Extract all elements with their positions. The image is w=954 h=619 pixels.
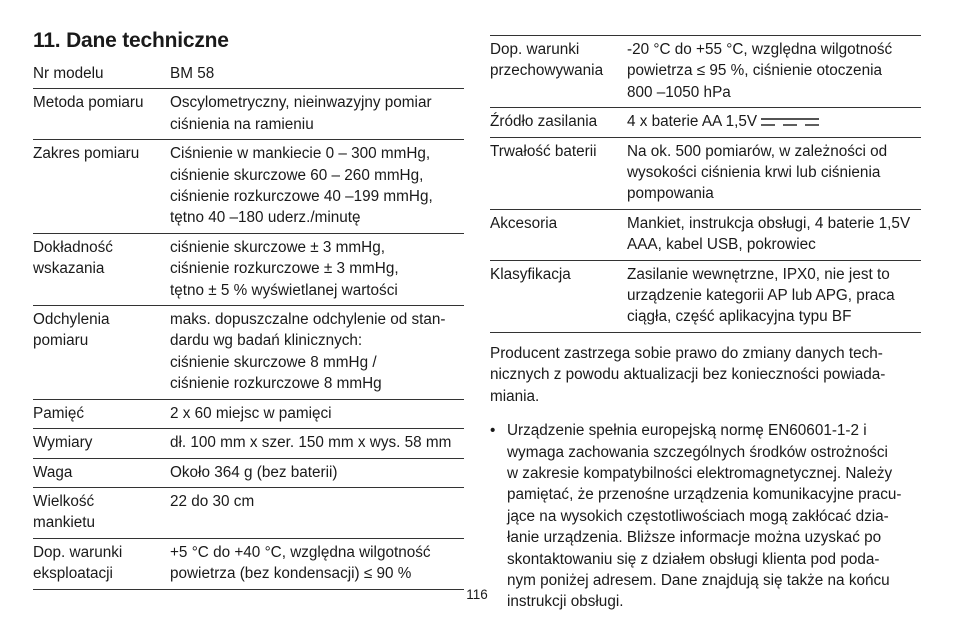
spec-label: Klasyfikacja	[490, 265, 571, 283]
spec-label: Dop. warunki eksploatacji	[33, 543, 123, 583]
spec-value-text: dł. 100 mm x szer. 150 mm x wys. 58 mm	[170, 434, 452, 452]
spec-row	[33, 89, 464, 140]
section-heading: 11. Dane techniczne	[33, 29, 229, 52]
left-column	[33, 28, 464, 590]
spec-label: Źródło zasilania	[490, 113, 598, 131]
spec-value	[627, 209, 921, 260]
spec-label: Nr modelu	[33, 65, 104, 82]
spec-row	[490, 137, 921, 209]
spec-row	[33, 306, 464, 400]
spec-value-text: Na ok. 500 pomiarów, w zależności od wysokości ciśnienia krwi lub ciśnienia pompowania	[627, 142, 888, 203]
spec-row	[490, 108, 921, 137]
spec-label: Waga	[33, 463, 73, 481]
spec-row	[33, 538, 464, 589]
spec-value	[170, 538, 464, 589]
spec-value	[170, 306, 464, 400]
bullet-symbol: •	[490, 422, 496, 440]
spec-value-text: 22 do 30 cm	[170, 492, 255, 510]
right-column	[490, 35, 921, 613]
spec-value	[170, 89, 464, 140]
spec-row	[33, 458, 464, 487]
spec-row	[33, 487, 464, 538]
spec-value	[627, 260, 921, 332]
spec-row	[33, 140, 464, 234]
spec-value	[627, 108, 921, 137]
spec-label: Wielkość mankietu	[33, 492, 96, 532]
spec-value	[170, 60, 464, 89]
spec-value	[170, 429, 464, 458]
spec-value-text: 2 x 60 miejsc w pamięci	[170, 404, 332, 422]
spec-label: Akcesoria	[490, 214, 558, 232]
page-number: 116	[466, 587, 488, 602]
specs-table-right	[490, 35, 921, 333]
spec-row	[33, 399, 464, 428]
spec-value-text: +5 °C do +40 °C, względna wilgotność powietrza (bez kondensacji) ≤ 90 %	[170, 543, 431, 583]
spec-value-text: Zasilanie wewnętrzne, IPX0, nie jest to urządzenie kategorii AP lub APG, praca ciągła, część aplikacyjna typu BF	[627, 265, 895, 326]
spec-value-text: Około 364 g (bez baterii)	[170, 463, 338, 481]
spec-value	[627, 137, 921, 209]
spec-value	[627, 36, 921, 108]
spec-label: Metoda pomiaru	[33, 94, 144, 112]
specs-table-left	[33, 60, 464, 590]
spec-row	[490, 36, 921, 108]
spec-label: Wymiary	[33, 434, 93, 452]
disclaimer-note: Producent zastrzega sobie prawo do zmiany danych tech- nicznych z powodu aktualizacji bez konieczności powiada- miania.	[490, 344, 886, 405]
direct-current-icon	[761, 116, 821, 128]
spec-row	[33, 233, 464, 305]
spec-value	[170, 487, 464, 538]
spec-value	[170, 399, 464, 428]
spec-value	[170, 233, 464, 305]
spec-value-text: maks. dopuszczalne odchylenie od stan- dardu wg badań klinicznych: ciśnienie skurczowe 8 mmHg / ciśnienie rozkurczowe 8 mmHg	[170, 311, 446, 393]
spec-value-text: 4 x baterie AA 1,5V	[627, 113, 758, 131]
spec-label: Trwałość baterii	[490, 142, 597, 160]
spec-row	[33, 429, 464, 458]
spec-row	[490, 209, 921, 260]
emc-bullet-text: Urządzenie spełnia europejską normę EN60601-1-2 i wymaga zachowania szczególnych środków ostrożności w zakresie kompatybilności elektromagnetycznej. Należy pamiętać, że przenośne urządzenia komunikacyjne pracu- jące na wysokich częstotliwościach mogą zakłócać dzia- łanie urządzenia. Bliższe informacje można uzyskać po skontaktowaniu się z działem obsługi klienta pod poda- nym poniżej adresem. Dane znajdują się także na końcu instrukcji obsługi.	[507, 422, 902, 611]
spec-value	[170, 140, 464, 234]
spec-value-text: ciśnienie skurczowe ± 3 mmHg, ciśnienie rozkurczowe ± 3 mmHg, tętno ± 5 % wyświetlanej wartości	[170, 238, 399, 299]
spec-value-text: Ciśnienie w mankiecie 0 – 300 mmHg, ciśnienie skurczowe 60 – 260 mmHg, ciśnienie rozkurczowe 40 –199 mmHg, tętno 40 –180 uderz./minutę	[170, 145, 433, 227]
spec-value-text: Mankiet, instrukcja obsługi, 4 baterie 1,5V AAA, kabel USB, pokrowiec	[627, 214, 911, 254]
spec-label: Odchylenia pomiaru	[33, 311, 110, 350]
spec-label: Zakres pomiaru	[33, 145, 140, 163]
spec-value	[170, 458, 464, 487]
spec-row	[33, 60, 464, 89]
spec-row	[490, 260, 921, 332]
spec-value-text: Oscylometryczny, nieinwazyjny pomiar ciśnienia na ramieniu	[170, 94, 432, 133]
spec-label: Dokładność wskazania	[33, 238, 113, 278]
spec-value-text: -20 °C do +55 °C, względna wilgotność powietrza ≤ 95 %, ciśnienie otoczenia 800 –1050 hPa	[627, 41, 893, 101]
spec-value-text: BM 58	[170, 65, 215, 82]
spec-label: Pamięć	[33, 404, 85, 422]
spec-label: Dop. warunki przechowywania	[490, 41, 604, 80]
